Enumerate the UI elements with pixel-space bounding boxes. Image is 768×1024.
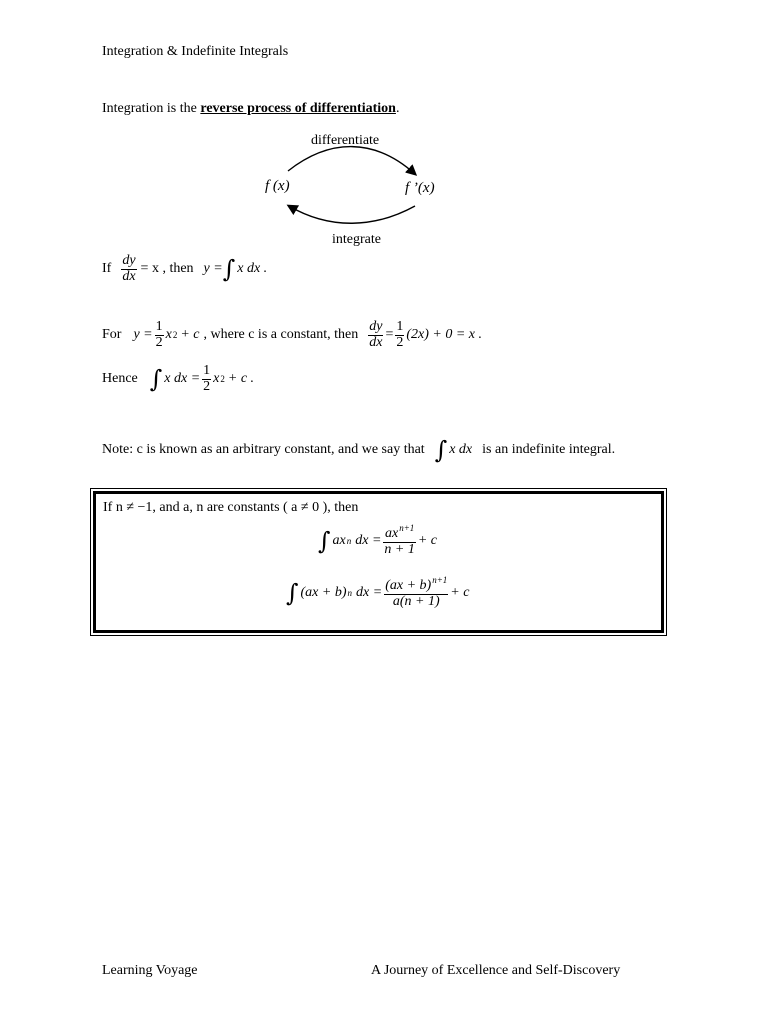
fraction-numerator: 1 bbox=[203, 363, 211, 378]
hence-word: Hence bbox=[102, 371, 138, 387]
note-suffix: is an indefinite integral. bbox=[482, 442, 616, 457]
intro-prefix: Integration is the bbox=[102, 101, 201, 116]
exponent: n bbox=[347, 587, 353, 598]
equals-sign: = bbox=[385, 327, 394, 343]
x-variable: x bbox=[213, 371, 220, 387]
linear-power-rule-formula bbox=[286, 576, 469, 609]
dx-equals: dx = bbox=[356, 584, 383, 600]
integral-sign-icon: ∫ bbox=[222, 255, 236, 284]
fraction-denominator: n + 1 bbox=[384, 541, 415, 557]
integral-sign-icon: ∫ bbox=[318, 526, 331, 555]
intro-sentence bbox=[102, 101, 399, 117]
footer-right: A Journey of Excellence and Self-Discovery bbox=[371, 963, 621, 978]
plus-c: + c bbox=[450, 584, 470, 600]
intro-emphasis: reverse process of differentiation bbox=[200, 101, 396, 116]
half-fraction bbox=[155, 320, 164, 350]
fraction-numerator: $ax^{n+1}$ bbox=[384, 523, 415, 541]
fraction-denominator: dx bbox=[369, 334, 383, 350]
where-clause: , where c is a constant, then bbox=[203, 327, 359, 343]
half-fraction bbox=[395, 320, 404, 350]
fraction-numerator: (ax + b)$^{n+1}$ bbox=[385, 575, 448, 593]
integrate-label: integrate bbox=[332, 232, 381, 247]
y-equals: y = bbox=[203, 261, 223, 277]
integrand: x dx . bbox=[237, 261, 268, 277]
plus-c: + c . bbox=[227, 371, 255, 387]
dy-dx-fraction bbox=[121, 254, 136, 284]
fraction-numerator: 1 bbox=[155, 319, 163, 334]
example-antiderivative bbox=[102, 320, 482, 350]
example-derivative bbox=[102, 254, 267, 284]
plus-c: + c bbox=[417, 532, 438, 548]
integral-sign-icon: ∫ bbox=[286, 578, 299, 607]
integrand: (ax + b) bbox=[300, 584, 347, 600]
plus-c: + c bbox=[180, 327, 200, 343]
integrand: x dx = bbox=[164, 371, 201, 387]
integral-sign-icon: ∫ bbox=[149, 365, 163, 394]
exponent: 2 bbox=[220, 374, 225, 385]
exponent: n bbox=[346, 535, 352, 546]
fraction-denominator: 2 bbox=[396, 334, 404, 350]
differentiate-label: differentiate bbox=[311, 133, 380, 148]
result-fraction bbox=[384, 576, 448, 609]
derivative-result: (2x) + 0 = x . bbox=[406, 327, 483, 343]
note-statement bbox=[102, 436, 615, 464]
power-rule-box bbox=[93, 491, 664, 633]
left-expression: f (x) bbox=[265, 178, 290, 194]
fraction-denominator: a(n + 1) bbox=[392, 593, 440, 609]
note-integrand: x dx bbox=[449, 442, 473, 457]
x-variable: x bbox=[165, 327, 172, 343]
page-title: Integration & Indefinite Integrals bbox=[102, 44, 289, 59]
differentiation-diagram bbox=[255, 128, 455, 253]
note-prefix: Note: c is known as an arbitrary constant, and we say that bbox=[102, 442, 425, 457]
half-fraction bbox=[202, 364, 211, 394]
dx-equals: dx = bbox=[355, 532, 382, 548]
fraction-denominator: 2 bbox=[155, 334, 163, 350]
power-rule-formula bbox=[318, 524, 437, 557]
if-word: If bbox=[102, 261, 112, 277]
result-fraction bbox=[383, 524, 415, 557]
y-equals: y = bbox=[133, 327, 153, 343]
equals-x-then: = x , then bbox=[140, 261, 194, 277]
hence-statement bbox=[102, 364, 254, 394]
exponent: 2 bbox=[172, 330, 178, 341]
fraction-numerator: dy bbox=[369, 319, 383, 334]
fraction-numerator: dy bbox=[122, 253, 136, 268]
fraction-numerator: 1 bbox=[396, 319, 404, 334]
for-word: For bbox=[102, 327, 122, 343]
integral-sign-icon: ∫ bbox=[434, 436, 448, 464]
rule-condition: If n ≠ −1, and a, n are constants ( a ≠ 0 ), then bbox=[103, 500, 359, 515]
integrate-arrow bbox=[289, 206, 415, 223]
differentiate-arrow bbox=[288, 147, 415, 174]
fraction-denominator: dx bbox=[122, 268, 136, 284]
integrand: ax bbox=[332, 532, 346, 548]
intro-suffix: . bbox=[395, 101, 400, 116]
footer-left: Learning Voyage bbox=[102, 963, 198, 978]
right-expression: f ’(x) bbox=[405, 180, 435, 196]
fraction-denominator: 2 bbox=[203, 378, 211, 394]
dy-dx-fraction bbox=[368, 320, 383, 350]
